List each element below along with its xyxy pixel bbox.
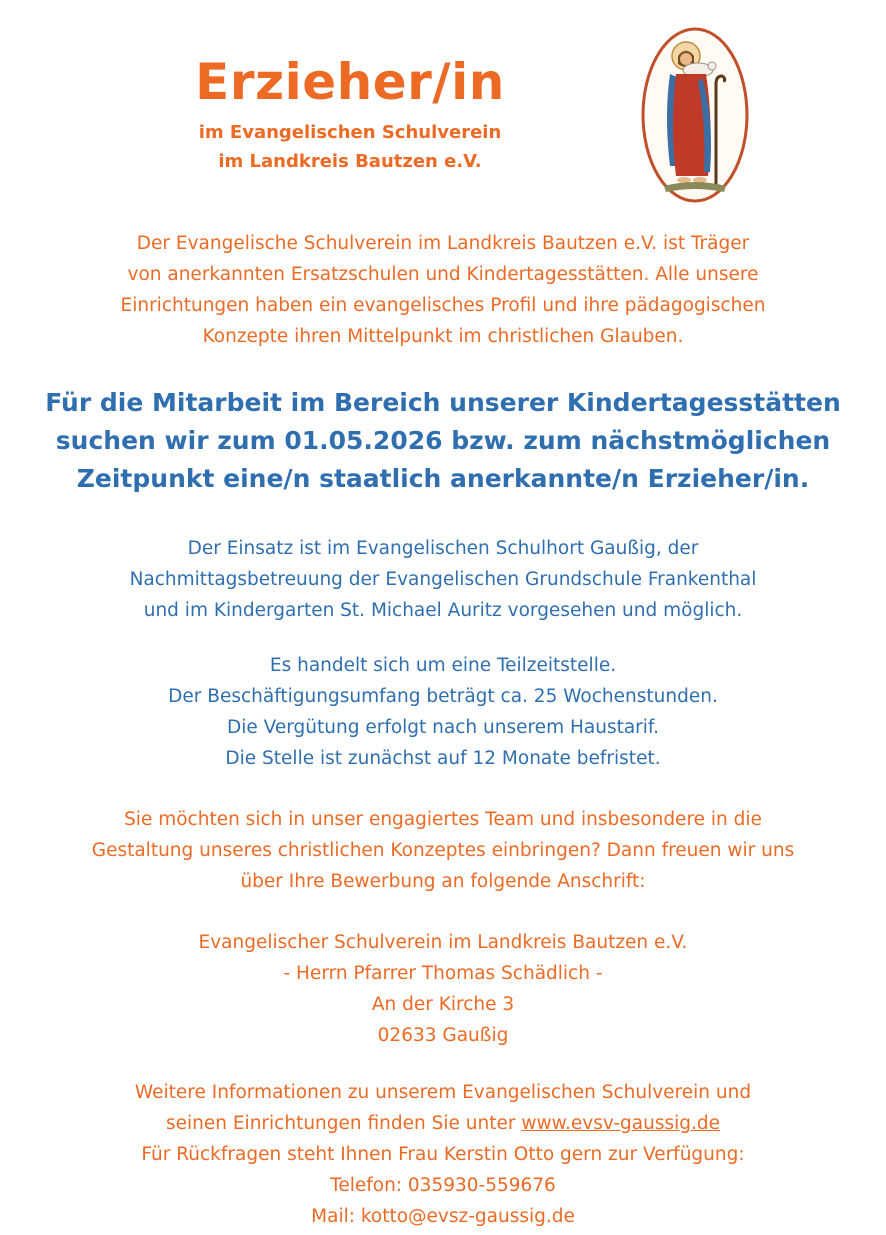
phone-number: Telefon: 035930-559676 bbox=[330, 1175, 556, 1196]
intro-line: Konzepte ihren Mittelpunkt im christlichen Glauben. bbox=[202, 326, 684, 347]
terms-line: Die Stelle ist zunächst auf 12 Monate befristet. bbox=[225, 748, 661, 769]
address-line: - Herrn Pfarrer Thomas Schädlich - bbox=[283, 963, 603, 984]
intro-paragraph bbox=[0, 228, 886, 352]
subtitle-line: im Landkreis Bautzen e.V. bbox=[218, 151, 482, 172]
headline-line: Für die Mitarbeit im Bereich unserer Kindertagesstätten bbox=[45, 388, 841, 417]
website-link[interactable]: www.evsv-gaussig.de bbox=[521, 1113, 720, 1134]
apply-line: Gestaltung unseres christlichen Konzeptes einbringen? Dann freuen wir uns bbox=[91, 840, 795, 861]
intro-line: Der Evangelische Schulverein im Landkreis Bautzen e.V. ist Träger bbox=[136, 233, 750, 254]
apply-paragraph bbox=[0, 804, 886, 897]
terms-line: Es handelt sich um eine Teilzeitstelle. bbox=[269, 655, 617, 676]
address-line: Evangelischer Schulverein im Landkreis Bautzen e.V. bbox=[198, 932, 688, 953]
terms-line: Der Beschäftigungsumfang beträgt ca. 25 Wochenstunden. bbox=[168, 686, 718, 707]
details-line: Der Einsatz ist im Evangelischen Schulhort Gaußig, der bbox=[187, 538, 699, 559]
details-line: und im Kindergarten St. Michael Auritz vorgesehen und möglich. bbox=[143, 600, 743, 621]
intro-line: Einrichtungen haben ein evangelisches Profil und ihre pädagogischen bbox=[120, 295, 766, 316]
subtitle-line: im Evangelischen Schulverein bbox=[198, 122, 502, 143]
info-line: Für Rückfragen steht Ihnen Frau Kerstin Otto gern zur Verfügung: bbox=[141, 1144, 745, 1165]
details-line: Nachmittagsbetreuung der Evangelischen Grundschule Frankenthal bbox=[129, 569, 757, 590]
intro-line: von anerkannten Ersatzschulen und Kindertagesstätten. Alle unsere bbox=[127, 264, 759, 285]
terms-line: Die Vergütung erfolgt nach unserem Haustarif. bbox=[227, 717, 659, 738]
headline-line: Zeitpunkt eine/n staatlich anerkannte/n Erzieher/in. bbox=[76, 464, 810, 493]
address-line: An der Kirche 3 bbox=[371, 994, 515, 1015]
job-headline bbox=[0, 384, 886, 498]
info-line-prefix: seinen Einrichtungen finden Sie unter bbox=[166, 1113, 522, 1134]
headline-line: suchen wir zum 01.05.2026 bzw. zum nächstmöglichen bbox=[55, 426, 831, 455]
terms-paragraph bbox=[0, 650, 886, 774]
contact-info bbox=[0, 1077, 886, 1232]
email-address: Mail: kotto@evsz-gaussig.de bbox=[311, 1206, 575, 1227]
good-shepherd-icon bbox=[640, 26, 750, 204]
details-paragraph bbox=[0, 533, 886, 626]
info-line bbox=[0, 1108, 886, 1139]
address-line: 02633 Gaußig bbox=[377, 1025, 509, 1046]
info-line: Weitere Informationen zu unserem Evangelischen Schulverein und bbox=[134, 1082, 752, 1103]
job-title: Erzieher/in bbox=[195, 53, 505, 111]
apply-line: Sie möchten sich in unser engagiertes Team und insbesondere in die bbox=[124, 809, 762, 830]
postal-address bbox=[0, 927, 886, 1051]
apply-line: über Ihre Bewerbung an folgende Anschrift: bbox=[240, 871, 646, 892]
job-subtitle bbox=[120, 118, 580, 176]
